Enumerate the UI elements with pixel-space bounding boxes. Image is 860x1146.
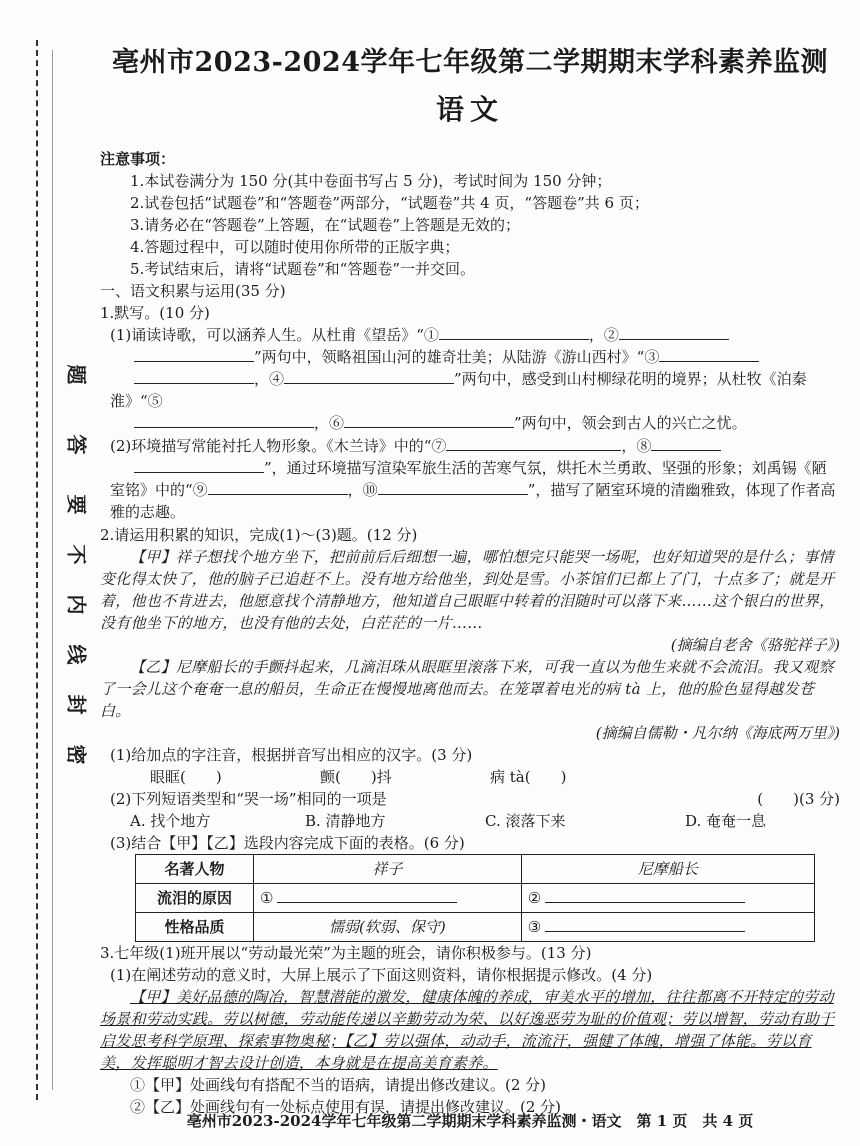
answer-blank[interactable] — [344, 413, 514, 428]
question-3-sub-1: (1)在阐述劳动的意义时，大屏上展示了下面这则资料，请你根据提示修改。(4 分) — [110, 966, 653, 984]
binding-char: 封 — [64, 694, 89, 715]
binding-char: 线 — [64, 644, 89, 665]
answer-blank[interactable] — [134, 347, 254, 362]
option-d[interactable]: D. 奄奄一息 — [685, 812, 767, 830]
pinyin-item[interactable]: 病 tà( ) — [490, 768, 567, 786]
question-1-part-1: (1)诵读诗歌，可以涵养人生。从杜甫《望岳》“① ，② ”两句中，领略祖国山河的雄奇壮美；从陆游《游山西村》“③ ，④ ”两句中，感受到山村柳绿花明的境界；从杜牧《泊秦淮》“⑤ ，⑥ ”两句中，领会到古人的兴亡之忧。 — [110, 326, 807, 432]
notice-item: 3.请务必在“答题卷”上答题，在“试题卷”上答题是无效的； — [130, 216, 520, 234]
table-header: 尼摩船长 — [521, 855, 814, 884]
binding-char: 要 — [64, 494, 89, 515]
table-header: 名著人物 — [136, 855, 254, 884]
option-c[interactable]: C. 滚落下来 — [485, 812, 566, 830]
notice-item: 5.考试结束后，请将“试题卷”和“答题卷”一并交回。 — [130, 260, 475, 278]
passage-jia: 【甲】祥子想找个地方坐下，把前前后后细想一遍，哪怕想完只能哭一场呢，也好知道哭的是什么；事情变化得太快了，他的脑子已追赶不上。没有地方给他坐，到处是雪。小茶馆们已都上了门，十点多了；就是开着，他也不肯进去，他愿意找个清静地方，他知道自己眼眶中转着的泪随时可以落下来……这个银白的世界，没有他坐下的地方，也没有他的去处，白茫茫的一片…… — [100, 548, 835, 632]
table-row — [136, 913, 815, 942]
pinyin-items — [100, 766, 840, 788]
answer-blank[interactable] — [378, 480, 528, 495]
answer-blank[interactable] — [208, 480, 348, 495]
passage-yi-source: (摘编自儒勒・凡尔纳《海底两万里》) — [595, 724, 840, 742]
notice-heading: 注意事项： — [100, 150, 176, 168]
passage-jia-source: (摘编自老舍《骆驼祥子》) — [670, 636, 840, 654]
choice-answer-slot[interactable]: ( )(3 分) — [757, 790, 840, 808]
option-b[interactable]: B. 清静地方 — [305, 812, 386, 830]
exam-subject: 语文 — [435, 93, 504, 126]
answer-blank[interactable] — [659, 347, 759, 362]
notice-item: 1.本试卷满分为 150 分(其中卷面书写占 5 分)，考试时间为 150 分钟； — [130, 172, 612, 190]
answer-blank[interactable] — [651, 436, 721, 451]
answer-blank[interactable] — [439, 325, 589, 340]
table-cell[interactable]: ③ — [521, 913, 814, 942]
choice-options — [100, 810, 840, 832]
material-passage: 【甲】美好品德的陶冶，智慧潜能的激发，健康体魄的养成，审美水平的增加，往往都离不开特定的劳动场景和劳动实践。劳以树德，劳动能传递以辛勤劳动为荣、以好逸恶劳为耻的价值观；劳以增智，劳动有助于启发思考科学原理、探索事物奥秘；【乙】劳以强体，动动手，流流汗，强健了体魄，增强了体能。劳以育美，发挥聪明才智去设计创造，本身就是在提高美育素养。 — [100, 988, 835, 1072]
notice-item: 4.答题过程中，可以随时使用你所带的正版字典； — [130, 238, 460, 256]
binding-dash-line — [36, 40, 38, 1100]
table-row — [136, 884, 815, 913]
question-2-sub-2: (2)下列短语类型和“哭一场”相同的一项是 ( )(3 分) — [110, 790, 840, 808]
answer-blank[interactable] — [277, 888, 457, 903]
table-cell[interactable]: ① — [254, 884, 522, 913]
table-cell: 流泪的原因 — [136, 884, 254, 913]
binding-margin — [30, 40, 89, 1100]
binding-char: 不 — [64, 544, 89, 565]
answer-blank[interactable] — [619, 325, 729, 340]
exam-title: 亳州市2023-2024学年七年级第二学期期末学科素养监测 — [112, 47, 828, 78]
table-header: 祥子 — [254, 855, 522, 884]
exam-body — [100, 148, 840, 1118]
question-3-task-1: ①【甲】处画线句有搭配不当的语病，请提出修改建议。(2 分) — [130, 1076, 547, 1094]
answer-blank[interactable] — [545, 917, 745, 932]
question-2-sub-3: (3)结合【甲】【乙】选段内容完成下面的表格。(6 分) — [110, 834, 465, 852]
binding-char: 答 — [64, 434, 89, 455]
table-cell: 懦弱(软弱、保守) — [254, 913, 522, 942]
table-cell: 性格品质 — [136, 913, 254, 942]
passage-yi: 【乙】尼摩船长的手颤抖起来，几滴泪珠从眼眶里滚落下来，可我一直以为他生来就不会流泪。我又观察了一会儿这个奄奄一息的船员，生命正在慢慢地离他而去。在笼罩着电光的病 tà 上，他的脸色显得越发苍白。 — [100, 658, 834, 720]
question-3-task-2: ②【乙】处画线句有一处标点使用有误，请提出修改建议。(2 分) — [130, 1098, 562, 1116]
binding-char: 密 — [64, 744, 89, 765]
question-2-heading: 2.请运用积累的知识，完成(1)～(3)题。(12 分) — [100, 526, 418, 544]
comparison-table — [135, 854, 815, 942]
question-3-heading: 3.七年级(1)班开展以“劳动最光荣”为主题的班会，请你积极参与。(13 分) — [100, 944, 592, 962]
binding-char: 内 — [64, 594, 89, 615]
pinyin-item[interactable]: 颤( )抖 — [320, 768, 392, 786]
table-header-row — [136, 855, 815, 884]
answer-blank[interactable] — [134, 413, 314, 428]
table-cell[interactable]: ② — [521, 884, 814, 913]
binding-char: 题 — [64, 364, 89, 385]
section-heading: 一、语文积累与运用(35 分) — [100, 282, 286, 300]
question-1-heading: 1.默写。(10 分) — [100, 304, 210, 322]
answer-blank[interactable] — [446, 436, 621, 451]
binding-line — [52, 50, 53, 1090]
notice-item: 2.试卷包括“试题卷”和“答题卷”两部分，“试题卷”共 4 页，“答题卷”共 6 页； — [130, 194, 649, 212]
answer-blank[interactable] — [134, 369, 254, 384]
answer-blank[interactable] — [284, 369, 454, 384]
answer-blank[interactable] — [134, 458, 264, 473]
answer-blank[interactable] — [545, 888, 745, 903]
page-footer: 亳州市2023-2024学年七年级第二学期期末学科素养监测・语文 第 1 页 共 4 页 — [186, 1112, 754, 1130]
question-2-sub-1: (1)给加点的字注音，根据拼音写出相应的汉字。(3 分) — [110, 746, 473, 764]
option-a[interactable]: A. 找个地方 — [130, 812, 211, 830]
question-1-part-2: (2)环境描写常能衬托人物形象。《木兰诗》中的“⑦ ，⑧ ”，通过环境描写渲染军旅生活的苦寒气氛，烘托木兰勇敢、坚强的形象；刘禹锡《陋室铭》中的“⑨ ，⑩ ”，描写了陋室环境的清幽雅致，体现了作者高雅的志趣。 — [110, 437, 836, 521]
pinyin-item[interactable]: 眼眶( ) — [150, 768, 222, 786]
